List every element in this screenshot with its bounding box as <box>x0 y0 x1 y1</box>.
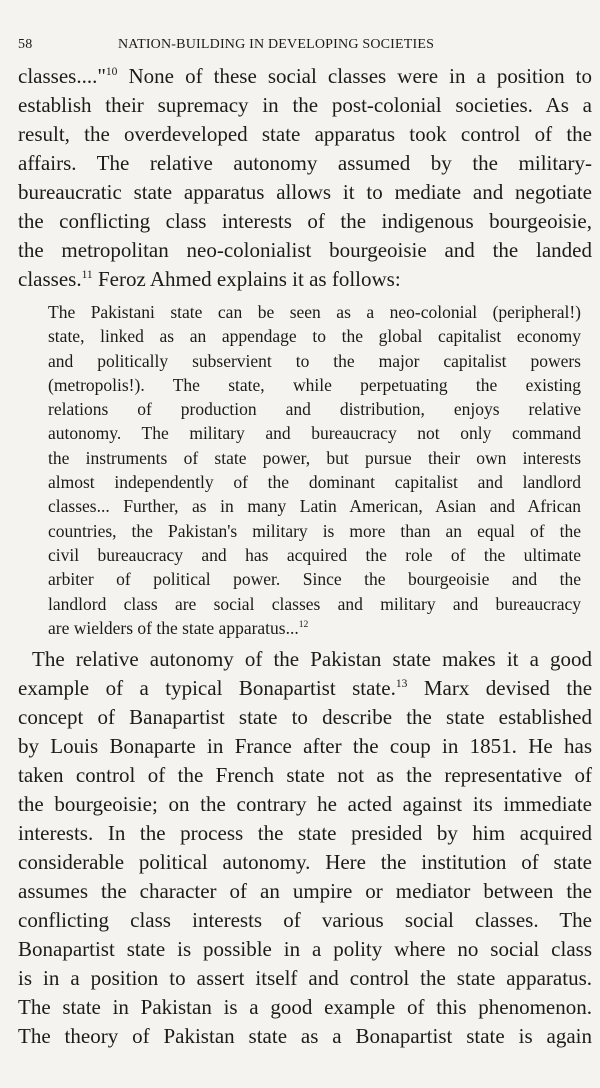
text-line: assumes the character of an umpire or mediator between the <box>18 879 592 904</box>
quote-line: relations of production and distribution, enjoys relative <box>48 399 581 420</box>
quote-line: countries, the Pakistan's military is more than an equal of the <box>48 520 581 541</box>
text-line: the conflicting class interests of the indigenous bourgeoisie, <box>18 209 592 233</box>
page-header <box>18 32 592 54</box>
quote-line: classes... Further, as in many Latin American, Asian and African <box>48 496 581 517</box>
text-line: considerable political autonomy. Here the institution of state <box>18 850 592 875</box>
quote-line: the instruments of state power, but pursue their own interests <box>48 447 581 468</box>
text-line: conflicting class interests of various social classes. The <box>18 908 592 933</box>
footnote-marker: 12 <box>298 619 309 631</box>
text-line: classes...."$^{10}$ None of these social classes were in a position to <box>18 64 593 88</box>
text-line: the bourgeoisie; on the contrary he acted against its immediate <box>18 792 592 817</box>
text-line: The state in Pakistan is a good example of this phenomenon. <box>18 995 592 1020</box>
quote-line: state, linked as an appendage to the global capitalist economy <box>48 326 581 347</box>
quote-line: civil bureaucracy and has acquired the role of the ultimate <box>48 544 581 565</box>
text-line: concept of Banapartist state to describe the state established <box>18 705 592 730</box>
text-line: Bonapartist state is possible in a polity where no social class <box>18 937 592 962</box>
running-head: NATION-BUILDING IN DEVELOPING SOCIETIES <box>118 37 435 52</box>
quote-line: landlord class are social classes and military and bureaucracy <box>48 593 581 614</box>
quote-line: are wielders of the state apparatus...$^{12}$ <box>48 617 309 638</box>
text-line: example of a typical Bonapartist state.$^{13}$ Marx devised the <box>18 676 593 701</box>
quote-line: and politically subservient to the major capitalist powers <box>48 350 581 371</box>
paragraph-2 <box>18 645 592 1051</box>
text-line: classes.$^{11}$ Feroz Ahmed explains it as follows: <box>18 267 401 291</box>
book-page <box>18 32 592 1051</box>
block-quote <box>48 300 581 640</box>
footnote-marker: 13 <box>395 678 408 691</box>
page-number: 58 <box>18 37 33 52</box>
quote-line: autonomy. The military and bureaucracy not only command <box>48 423 581 444</box>
text-line: the metropolitan neo-colonialist bourgeoisie and the landed <box>18 238 592 262</box>
text-line: The relative autonomy of the Pakistan state makes it a good <box>32 647 592 672</box>
text-line: is in a position to assert itself and control the state apparatus. <box>18 966 592 991</box>
quote-line: arbiter of political power. Since the bourgeoisie and the <box>48 569 581 590</box>
quote-line: The Pakistani state can be seen as a neo-colonial (peripheral!) <box>48 302 581 322</box>
text-line: taken control of the French state not as the representative of <box>18 763 592 788</box>
paragraph-1 <box>18 62 592 294</box>
footnote-marker: 11 <box>81 269 93 281</box>
footnote-marker: 10 <box>105 66 118 78</box>
quote-line: almost independently of the dominant capitalist and landlord <box>48 472 581 493</box>
quote-line: (metropolis!). The state, while perpetuating the existing <box>48 374 581 395</box>
text-line: bureaucratic state apparatus allows it to mediate and negotiate <box>18 180 592 204</box>
text-line: result, the overdeveloped state apparatus took control of the <box>18 122 592 146</box>
text-line: affairs. The relative autonomy assumed by the military- <box>18 151 592 175</box>
text-line: The theory of Pakistan state as a Bonapartist state is again <box>18 1024 592 1049</box>
text-line: interests. In the process the state presided by him acquired <box>18 821 592 846</box>
text-line: by Louis Bonaparte in France after the coup in 1851. He has <box>18 734 592 759</box>
text-line: establish their supremacy in the post-colonial societies. As a <box>18 93 592 117</box>
